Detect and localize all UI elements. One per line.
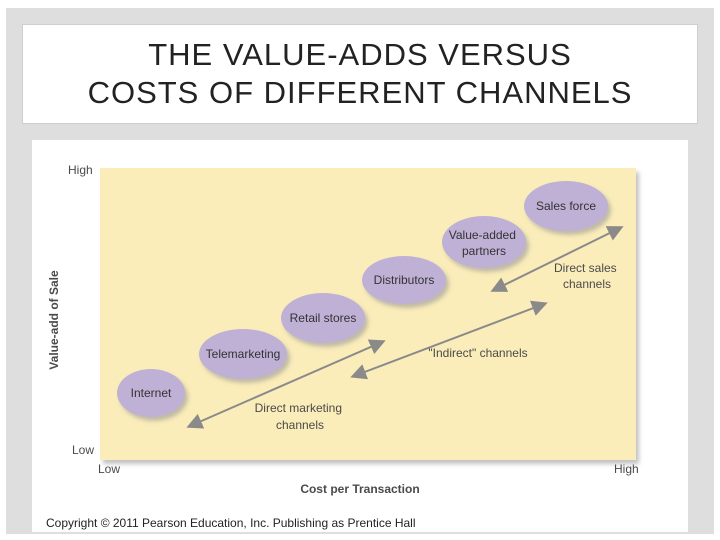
x-axis-low-label: Low bbox=[98, 462, 121, 476]
channel-retail-stores bbox=[281, 293, 365, 343]
title-line-1: THE VALUE-ADDS VERSUS bbox=[148, 37, 572, 73]
channel-sales-force-label: Sales force bbox=[535, 199, 597, 213]
channel-internet bbox=[117, 369, 185, 417]
direct-sales-label: Direct sales channels bbox=[553, 261, 617, 291]
channel-value-cost-diagram bbox=[32, 140, 688, 510]
x-axis-title: Cost per Transaction bbox=[300, 482, 420, 496]
title-line-2: COSTS OF DIFFERENT CHANNELS bbox=[87, 75, 633, 110]
channel-telemarketing bbox=[199, 329, 287, 379]
channel-retail-stores-label: Retail stores bbox=[289, 311, 357, 325]
y-axis-high-label: High bbox=[68, 163, 93, 177]
y-axis-title: Value-add of Sale bbox=[47, 270, 61, 370]
content-panel bbox=[32, 140, 688, 532]
channel-internet-label: Internet bbox=[130, 386, 172, 400]
title-box bbox=[22, 24, 698, 124]
channel-value-added-partners bbox=[442, 216, 526, 268]
channel-telemarketing-label: Telemarketing bbox=[205, 347, 281, 361]
channel-distributors-label: Distributors bbox=[373, 273, 435, 287]
channel-value-added-partners-label: Value-added partners bbox=[448, 228, 516, 258]
copyright-footer: Copyright © 2011 Pearson Education, Inc. Publishing as Prentice Hall bbox=[46, 516, 416, 530]
x-axis-high-label: High bbox=[614, 462, 639, 476]
slide-title bbox=[88, 36, 633, 112]
direct-marketing-label: Direct marketing channels bbox=[254, 401, 343, 432]
channel-sales-force bbox=[524, 181, 608, 231]
indirect-channels-label: "Indirect" channels bbox=[428, 346, 528, 360]
channel-distributors bbox=[362, 256, 446, 304]
y-axis-low-label: Low bbox=[72, 443, 95, 457]
